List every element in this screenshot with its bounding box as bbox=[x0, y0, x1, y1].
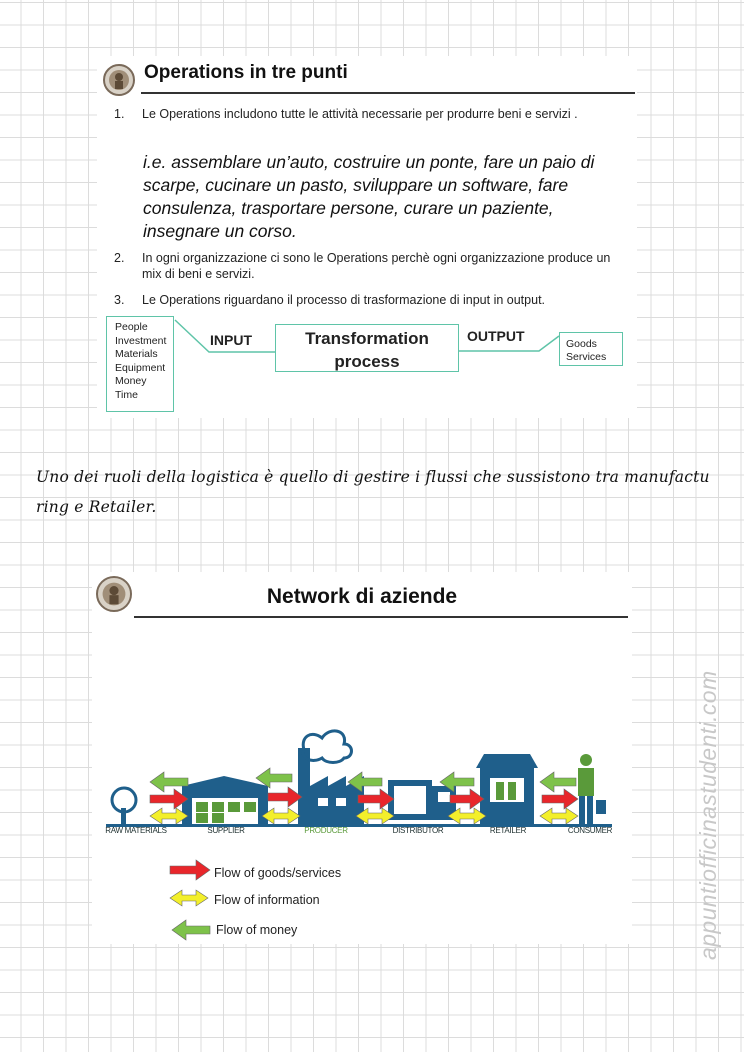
outputs-box: Goods Services bbox=[559, 332, 623, 366]
stage-label: SUPPLIER bbox=[207, 826, 245, 835]
handwritten-note-line-2: ring e Retailer. bbox=[36, 498, 157, 516]
output-label: OUTPUT bbox=[467, 328, 525, 344]
handwritten-note-line-1: Uno dei ruoli della logistica è quello di gestire i flussi che sussistono tra manufactu bbox=[36, 468, 710, 486]
examples-text: i.e. assemblare un’auto, costruire un ponte, fare un paio di scarpe, cucinare un pasto, sviluppare un software, fare consulenza, trasportare persone, curare un paziente, insegnare un corso. bbox=[143, 152, 595, 241]
stage-label: CONSUMER bbox=[567, 826, 613, 835]
operations-slide: Operations in tre punti 1. Le Operations includono tutte le attività necessarie per produrre beni e servizi . i.e. assemblare un’auto, costruire un ponte, fare un paio di scarpe, cucinare un pasto, sviluppare un software, fare consulenza, trasportare persone, curare un paziente, insegnare un corso. 2. In ogni organizzazione ci sono le Operations perchè ogni organizzazione produce un mix di beni e servizi. 3. Le Operations riguardano il processo di trasformazione di input in output. People Investment Materials Equipment Money Time INPUT Transformation process OUTPUT Goods Services bbox=[97, 56, 637, 418]
legend-money: Flow of money bbox=[216, 923, 298, 937]
input-label: INPUT bbox=[210, 332, 252, 348]
inputs-box: People Investment Materials Equipment Money Time bbox=[106, 316, 174, 412]
stage-label: DISTRIBUTOR bbox=[392, 826, 444, 835]
slide-title: Network di aziende bbox=[266, 585, 458, 608]
legend-goods: Flow of goods/services bbox=[214, 866, 342, 880]
network-slide bbox=[92, 572, 632, 944]
stage-label: PRODUCER bbox=[304, 826, 348, 835]
stage-label: RETAILER bbox=[489, 826, 527, 835]
stage-label: RAW MATERIALS bbox=[105, 826, 167, 835]
supply-chain-illustration bbox=[92, 572, 632, 944]
legend-information: Flow of information bbox=[214, 893, 320, 907]
transformation-box: Transformation process bbox=[275, 324, 459, 372]
watermark: appuntiofficinastudenti.com bbox=[695, 670, 721, 960]
slide-title: Operations in tre punti bbox=[144, 62, 348, 83]
